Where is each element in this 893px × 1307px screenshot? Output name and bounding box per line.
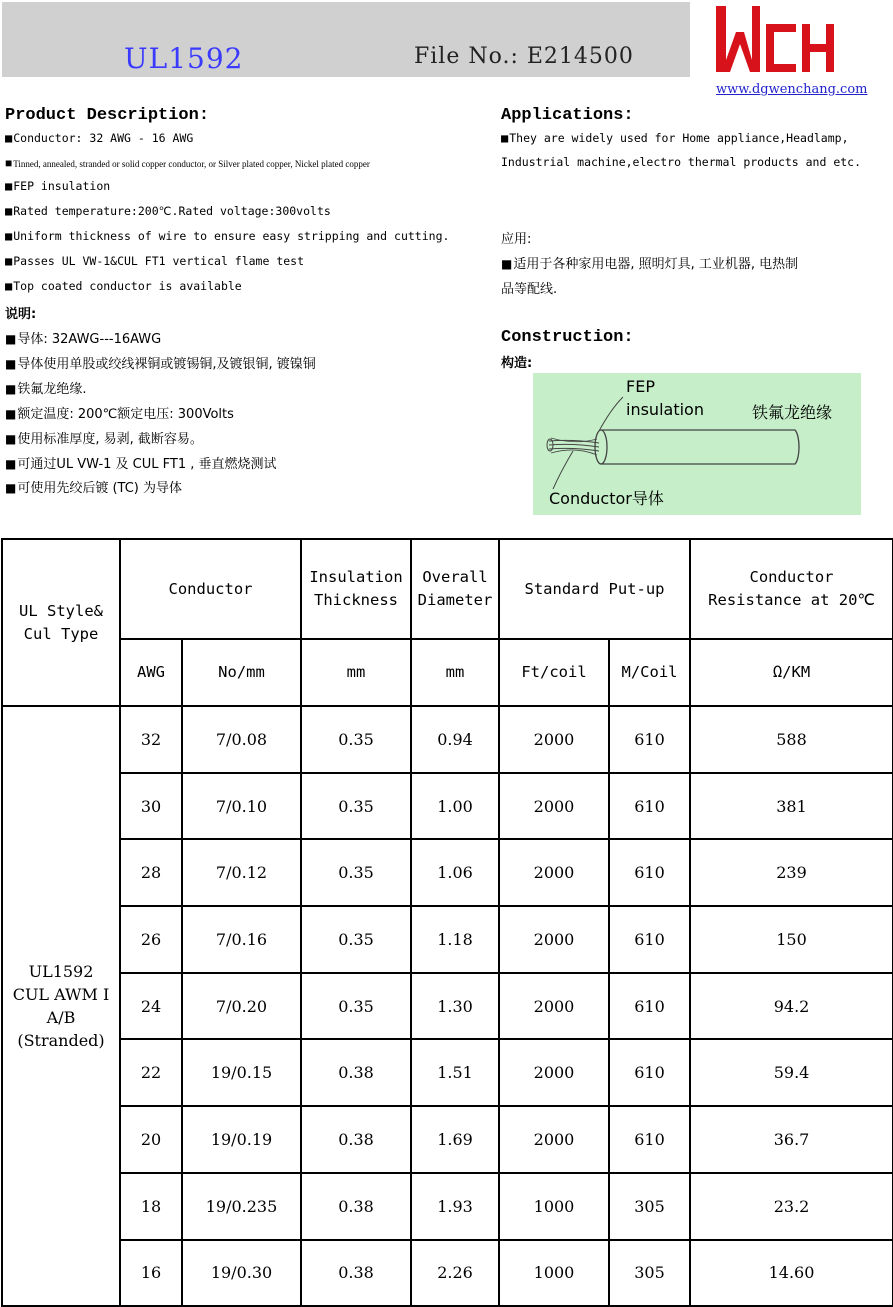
desc-line-flame-test: ■ Passes UL VW-1&CUL FT1 vertical flame test [5,254,304,268]
desc-cn-line-6: ■ 可通过UL VW-1 及 CUL FT1 , 垂直燃烧测试 [5,453,277,472]
applications-cn-line-2: 品等配线. [501,282,558,297]
table-row [2,839,893,906]
cell-nomm: 7/0.20 [182,973,301,1040]
cell-nomm: 7/0.10 [182,773,301,840]
table-row [2,973,893,1040]
cell-nomm: 19/0.19 [182,1106,301,1173]
table-row [2,1173,893,1240]
construction-diagram [533,373,861,515]
cell-ins: 0.38 [301,1240,411,1307]
table-row [2,773,893,840]
cell-m: 610 [609,773,690,840]
cell-ft: 2000 [499,973,609,1040]
specification-table [1,538,893,1307]
cell-res: 23.2 [690,1173,893,1240]
cell-m: 305 [609,1240,690,1307]
cell-m: 610 [609,706,690,773]
subheader-nomm: No/mm [182,639,301,706]
cell-ft: 2000 [499,839,609,906]
cell-awg: 32 [120,706,182,773]
subheader-awg: AWG [120,639,182,706]
desc-cn-line-4: ■ 额定温度: 200℃额定电压: 300Volts [5,403,234,422]
cell-awg: 30 [120,773,182,840]
cell-ft: 2000 [499,706,609,773]
cell-ins: 0.35 [301,773,411,840]
label-conductor: Conductor导体 [549,489,664,508]
label-insulation: insulation [626,400,704,419]
cell-nomm: 7/0.16 [182,906,301,973]
cell-res: 381 [690,773,893,840]
cell-nomm: 7/0.12 [182,839,301,906]
product-description-heading: Product Description: [5,106,210,125]
header-putup: Standard Put-up [499,539,690,639]
cell-ft: 2000 [499,773,609,840]
subheader-diameter-unit: mm [411,639,499,706]
label-insulation-cn: 铁氟龙绝缘 [752,403,833,422]
desc-line-top-coated: ■ Top coated conductor is available [5,279,242,293]
subheader-ft-coil: Ft/coil [499,639,609,706]
cell-awg: 24 [120,973,182,1040]
cell-nomm: 7/0.08 [182,706,301,773]
cell-ft: 1000 [499,1240,609,1307]
desc-line-conductor: ■ Conductor: 32 AWG - 16 AWG [5,131,193,145]
cell-awg: 28 [120,839,182,906]
header-resistance: Conductor Resistance at 20℃ [690,539,893,639]
file-number: File No.: E214500 [414,44,634,69]
table-row [2,1106,893,1173]
cell-ft: 2000 [499,1039,609,1106]
desc-cn-line-1: ■ 导体: 32AWG---16AWG [5,328,161,347]
cell-ft: 1000 [499,1173,609,1240]
cell-ins: 0.38 [301,1106,411,1173]
cell-dia: 1.93 [411,1173,499,1240]
cell-dia: 1.30 [411,973,499,1040]
cell-dia: 0.94 [411,706,499,773]
cell-res: 59.4 [690,1039,893,1106]
header-insulation: Insulation Thickness [301,539,411,639]
cell-awg: 16 [120,1240,182,1307]
cell-m: 610 [609,1039,690,1106]
table-row [2,1039,893,1106]
applications-line-1: ■ They are widely used for Home appliance,Headlamp, [501,131,849,145]
subheader-m-coil: M/Coil [609,639,690,706]
model-title: UL1592 [124,42,244,75]
applications-line-2: Industrial machine,electro thermal products and etc. [501,155,862,169]
subheader-insulation-unit: mm [301,639,411,706]
cell-m: 610 [609,973,690,1040]
cell-ins: 0.35 [301,973,411,1040]
header-diameter: Overall Diameter [411,539,499,639]
cell-awg: 20 [120,1106,182,1173]
cell-res: 94.2 [690,973,893,1040]
cell-dia: 1.06 [411,839,499,906]
cell-dia: 1.51 [411,1039,499,1106]
cell-ins: 0.35 [301,906,411,973]
construction-heading: Construction: [501,328,634,347]
cell-res: 150 [690,906,893,973]
desc-line-copper-types: ■ Tinned, annealed, stranded or solid copper conductor, or Silver plated copper, Nickel plated copper [5,156,370,171]
cell-nomm: 19/0.235 [182,1173,301,1240]
cell-ins: 0.38 [301,1173,411,1240]
table-row [2,1240,893,1307]
cell-awg: 22 [120,1039,182,1106]
cell-nomm: 19/0.15 [182,1039,301,1106]
company-logo [714,2,836,74]
cell-res: 239 [690,839,893,906]
cell-res: 36.7 [690,1106,893,1173]
construction-cn-heading: 构造: [501,356,533,371]
cell-dia: 1.00 [411,773,499,840]
applications-heading: Applications: [501,106,634,125]
desc-cn-line-3: ■ 铁氟龙绝缘. [5,378,86,397]
applications-cn-line-1: ■ 适用于各种家用电器, 照明灯具, 工业机器, 电热制 [501,253,798,272]
cell-m: 305 [609,1173,690,1240]
desc-cn-line-5: ■ 使用标准厚度, 易剥, 截断容易。 [5,428,203,447]
desc-cn-line-2: ■ 导体使用单股或绞线裸铜或镀锡铜,及镀银铜, 镀镍铜 [5,353,316,372]
desc-line-insulation: ■ FEP insulation [5,179,110,193]
cell-m: 610 [609,839,690,906]
description-cn-heading: 说明: [5,307,37,322]
cell-dia: 1.18 [411,906,499,973]
header-conductor: Conductor [120,539,301,639]
applications-cn-heading: 应用: [501,232,532,247]
website-link[interactable]: www.dgwenchang.com [716,82,868,97]
subheader-ohm-km: Ω/KM [690,639,893,706]
ul-style-cell: UL1592 CUL AWM I A/B (Stranded) [2,706,120,1306]
cell-awg: 18 [120,1173,182,1240]
cell-m: 610 [609,1106,690,1173]
header-ul-style: UL Style& Cul Type [2,539,120,706]
cell-awg: 26 [120,906,182,973]
cell-dia: 1.69 [411,1106,499,1173]
desc-line-thickness: ■ Uniform thickness of wire to ensure easy stripping and cutting. [5,229,449,243]
cell-res: 14.60 [690,1240,893,1307]
cell-ft: 2000 [499,906,609,973]
desc-cn-line-7: ■ 可使用先绞后镀 (TC) 为导体 [5,477,182,496]
table-row [2,906,893,973]
cell-res: 588 [690,706,893,773]
cell-m: 610 [609,906,690,973]
cell-dia: 2.26 [411,1240,499,1307]
cell-ins: 0.38 [301,1039,411,1106]
cell-nomm: 19/0.30 [182,1240,301,1307]
table-row [2,706,893,773]
label-fep: FEP [626,377,655,396]
cell-ins: 0.35 [301,839,411,906]
cell-ft: 2000 [499,1106,609,1173]
cell-ins: 0.35 [301,706,411,773]
desc-line-rating: ■ Rated temperature:200℃.Rated voltage:300volts [5,204,331,218]
